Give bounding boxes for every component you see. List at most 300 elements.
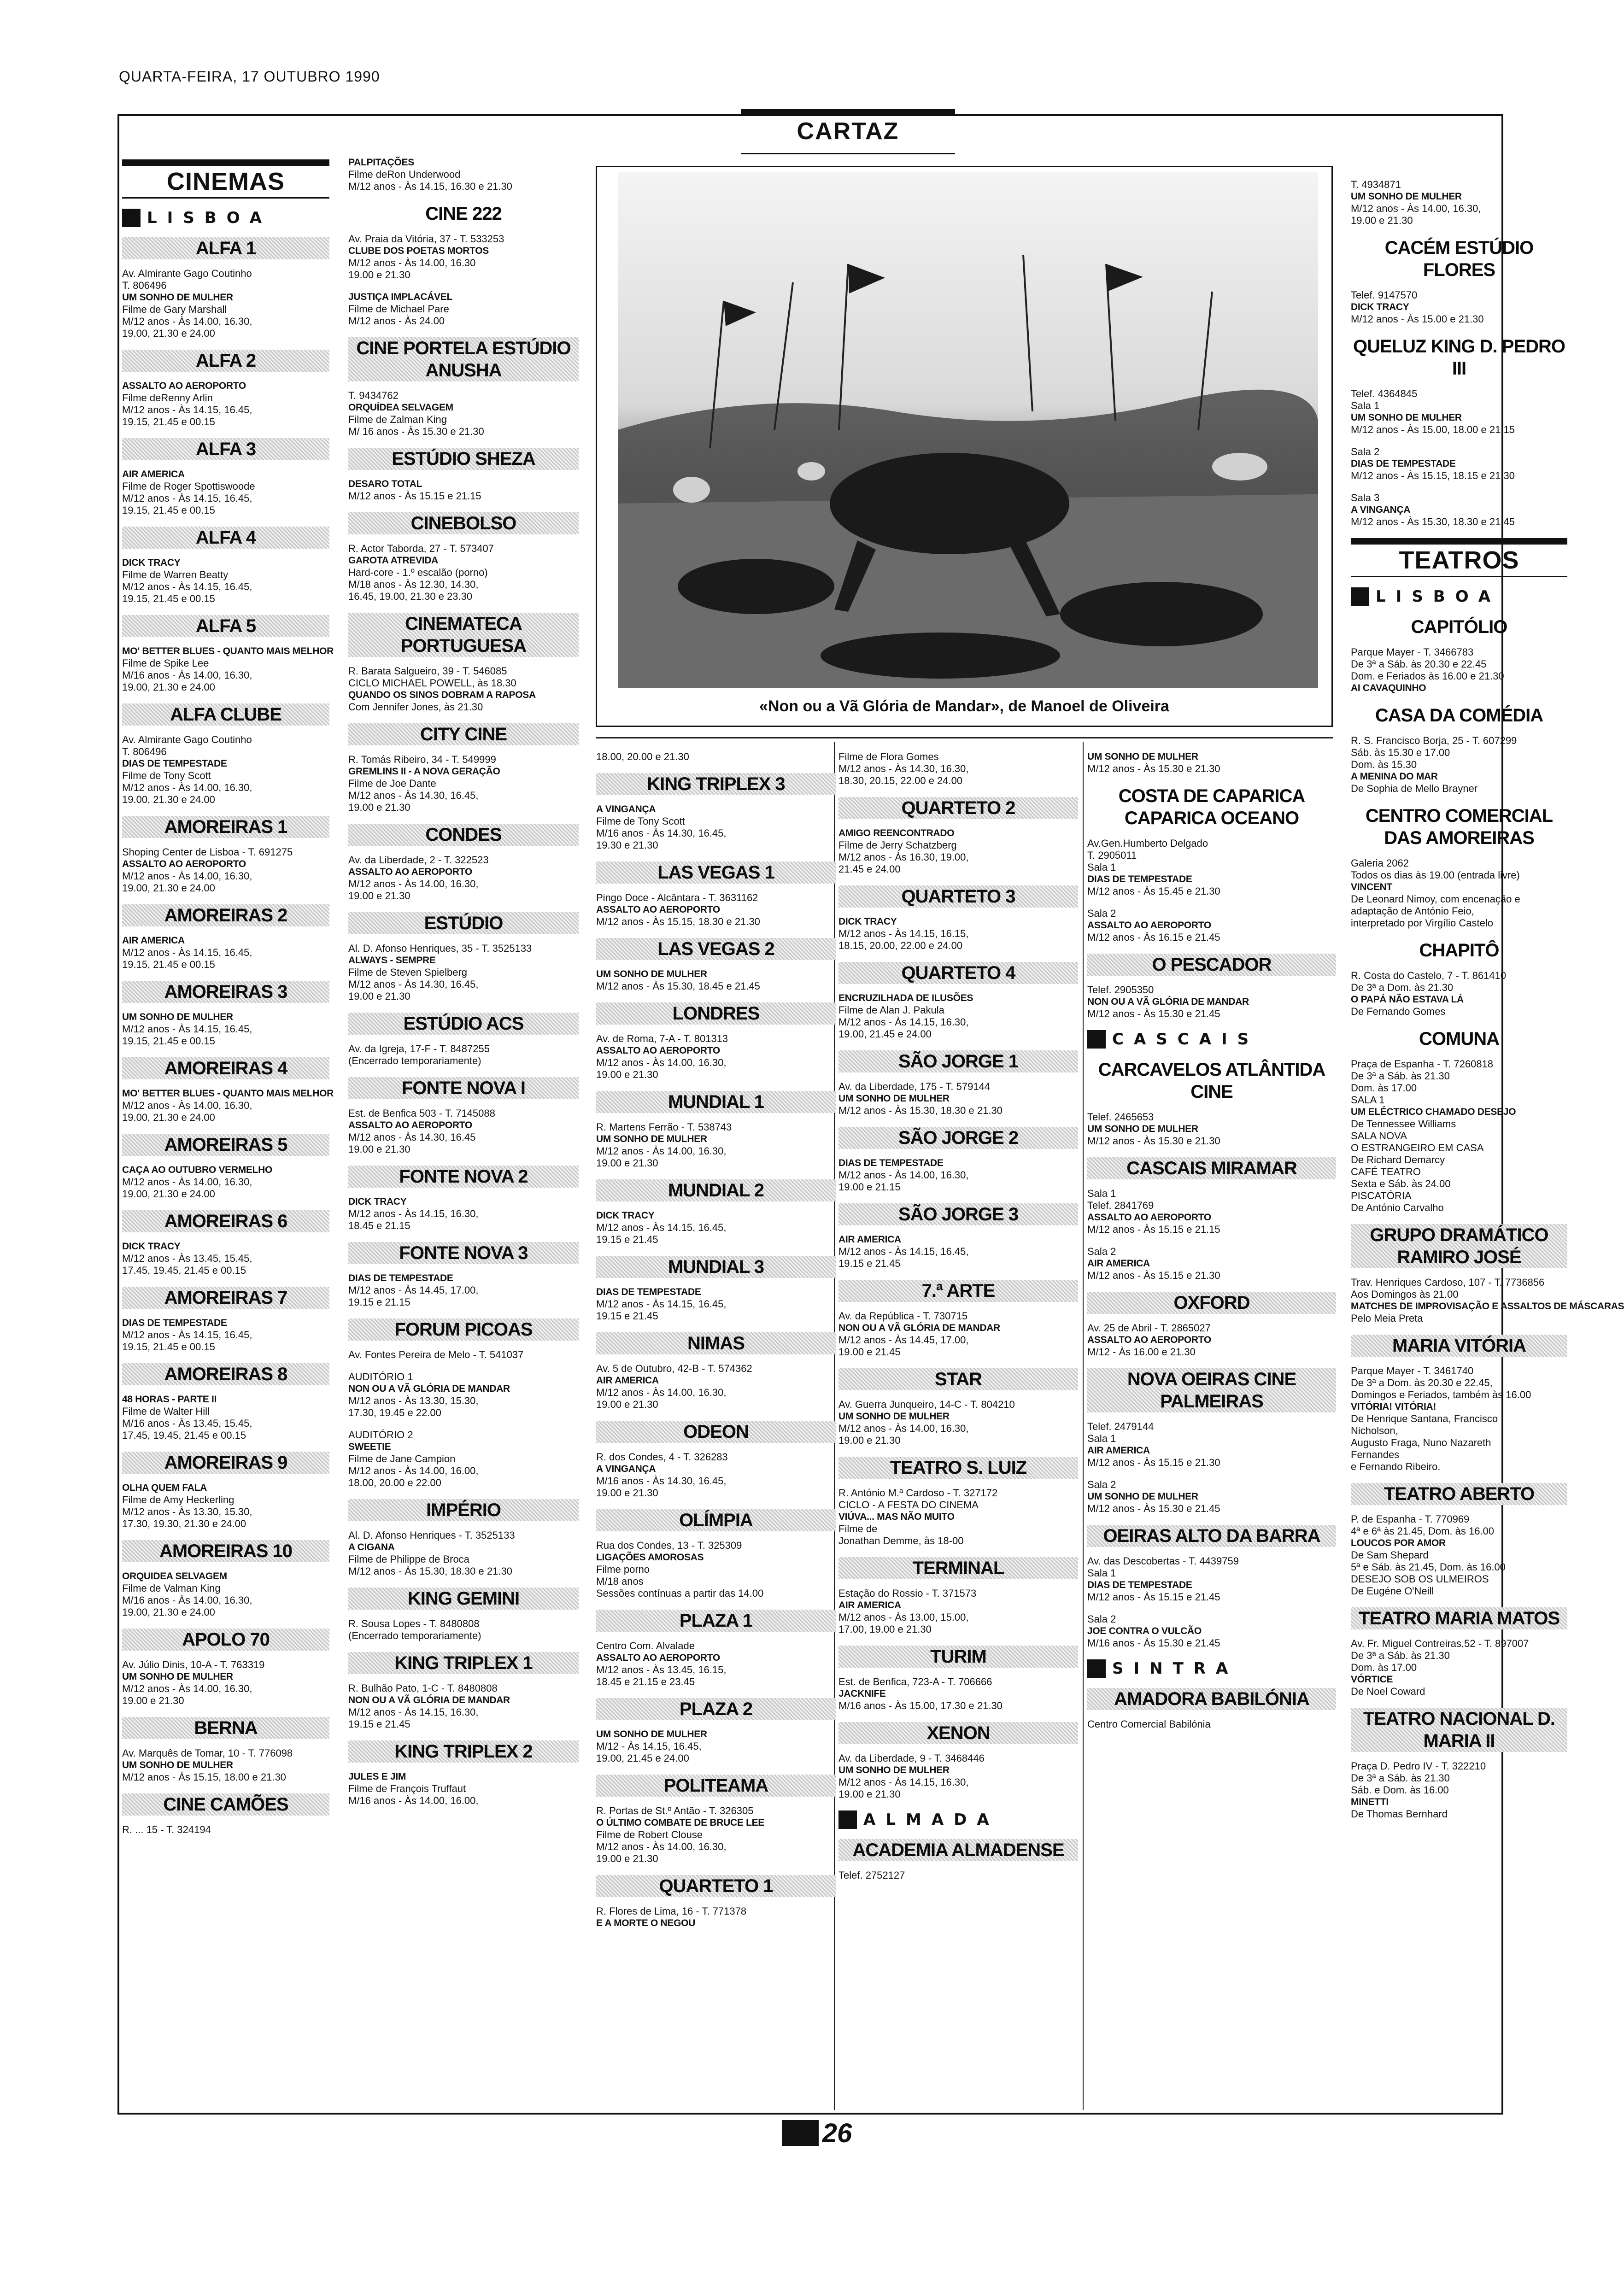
venue-detail: Galeria 2062 xyxy=(1351,857,1409,869)
show-info: 19.00 e 21.30 xyxy=(596,1853,658,1864)
venue-detail: R. Actor Taborda, 27 - T. 573407 xyxy=(348,543,494,554)
show-info: 19.00 e 21.30 xyxy=(348,990,410,1002)
listing-item xyxy=(838,1722,1078,1800)
show-info: 19.00, 21.45 e 24.00 xyxy=(596,1752,689,1764)
listing-item xyxy=(122,350,329,428)
venue-name: MUNDIAL 1 xyxy=(596,1091,836,1113)
show-title: LIGAÇÕES AMOROSAS xyxy=(596,1552,704,1563)
venue-detail: R. Sousa Lopes - T. 8480808 xyxy=(348,1618,480,1629)
listing-item xyxy=(596,1698,836,1764)
show-title: UM ELÉCTRICO CHAMADO DESEJO xyxy=(1351,1107,1516,1117)
show-title: DIAS DE TEMPESTADE xyxy=(122,758,227,769)
show-title: ASSALTO AO AEROPORTO xyxy=(122,381,246,391)
show-title: ASSALTO AO AEROPORTO xyxy=(348,1120,472,1131)
venue-name: AMOREIRAS 7 xyxy=(122,1287,329,1309)
listing-item xyxy=(122,1210,329,1277)
show-info: M/12 anos - Às 14.15, 16.45, xyxy=(838,1246,969,1257)
show-info: 19.00 e 21.30 xyxy=(596,1487,658,1499)
listing-item xyxy=(596,1610,836,1688)
show-info: 19.00, 21.45 e 24.00 xyxy=(838,1028,932,1040)
venue-detail: R. Portas de St.º Antão - T. 326305 xyxy=(596,1805,754,1816)
venue-detail: Centro Comercial Babilónia xyxy=(1087,1718,1211,1730)
show-info: M/12 anos - Às 14.15, 16.45, xyxy=(122,947,252,958)
venue-detail: Av. 5 de Outubro, 42-B - T. 574362 xyxy=(596,1363,752,1374)
venue-detail: T. 806496 xyxy=(122,746,167,757)
show-info: M/12 anos - Às 14.00, 16.30, xyxy=(122,870,252,882)
show-info: 19.15, 21.45 e 00.15 xyxy=(122,959,215,970)
film-photo xyxy=(596,166,1333,727)
show-info: De Noel Coward xyxy=(1351,1686,1425,1697)
show-info: M/12 anos - Às 15.30, 18.30 e 21.30 xyxy=(348,1565,512,1577)
show-title: MATCHES DE IMPROVISAÇÃO E ASSALTOS DE MÁSCARAS xyxy=(1351,1301,1624,1312)
show-info: De Fernando Gomes xyxy=(1351,1006,1446,1017)
show-info: M/12 anos - Às 15.00 e 21.30 xyxy=(1351,313,1484,325)
show-title: VINCENT xyxy=(1351,882,1393,892)
show-title: JULES E JIM xyxy=(348,1771,406,1782)
show-info: 19.15, 21.45 e 00.15 xyxy=(122,593,215,604)
venue-name: SÃO JORGE 2 xyxy=(838,1127,1078,1149)
listing-item xyxy=(348,448,579,502)
show-info: M/12 anos - Às 14.00, 16.30, xyxy=(838,1423,969,1434)
show-info: M/12 anos - Às 15.15 e 21.15 xyxy=(1087,1224,1220,1235)
venue-detail: R. Tomás Ribeiro, 34 - T. 549999 xyxy=(348,754,496,765)
bullet-square-icon xyxy=(1087,1659,1106,1678)
venue-detail: Trav. Henriques Cardoso, 107 - T. 7736856 xyxy=(1351,1277,1545,1288)
venue-detail: Parque Mayer - T. 3461740 xyxy=(1351,1365,1474,1377)
city-header-almada: ALMADA xyxy=(838,1810,1078,1829)
show-info: Filme deRenny Arlin xyxy=(122,392,213,404)
venue-detail: Av. da República - T. 730715 xyxy=(838,1310,968,1322)
listing-item xyxy=(348,723,579,814)
show-info: 19.00 e 21.30 xyxy=(1351,215,1413,226)
venue-name: AMOREIRAS 5 xyxy=(122,1134,329,1156)
venue-name: ALFA 3 xyxy=(122,438,329,460)
listing-item xyxy=(1351,492,1567,528)
show-info: Filme de xyxy=(838,1523,878,1535)
show-info: M/12 anos - Às 14.00, 16.30, xyxy=(1351,203,1481,214)
show-info: 19.00 e 21.30 xyxy=(348,890,410,902)
show-title: DESARO TOTAL xyxy=(348,479,422,489)
show-info: Filme de Tony Scott xyxy=(122,770,211,781)
show-title: ASSALTO AO AEROPORTO xyxy=(348,867,472,877)
show-title: AIR AMERICA xyxy=(838,1234,901,1245)
venue-name: AMOREIRAS 9 xyxy=(122,1452,329,1474)
show-info: Filme de Tony Scott xyxy=(596,815,685,827)
listing-item xyxy=(122,816,329,894)
listing-item xyxy=(122,1134,329,1200)
show-info: M/12 anos - Às 14.00, 16.30, xyxy=(122,1100,252,1111)
listing-item xyxy=(122,1287,329,1353)
venue-name: TEATRO MARIA MATOS xyxy=(1351,1607,1567,1629)
show-info: Filme de Michael Pare xyxy=(348,303,449,315)
listing-item xyxy=(596,751,836,763)
venue-detail: T. 9434762 xyxy=(348,390,399,401)
listing-item xyxy=(122,438,329,516)
venue-name: AMOREIRAS 8 xyxy=(122,1363,329,1385)
listing-item xyxy=(596,773,836,851)
venue-name: ALFA 4 xyxy=(122,527,329,549)
venue-name: ALFA 2 xyxy=(122,350,329,372)
show-title: AIR AMERICA xyxy=(596,1375,659,1386)
show-info: Filme deRon Underwood xyxy=(348,169,461,180)
listing-item xyxy=(1351,1335,1567,1473)
show-info: M/12 anos - Às 14.15, 16.45, xyxy=(122,492,252,504)
venue-detail: Av. Almirante Gago Coutinho xyxy=(122,268,252,279)
show-info: 17.00, 19.00 e 21.30 xyxy=(838,1623,932,1635)
show-info: 5ª e Sáb. às 21.45, Dom. às 16.00 xyxy=(1351,1561,1506,1573)
venue-detail: Av. de Roma, 7-A - T. 801313 xyxy=(596,1033,728,1044)
listing-item xyxy=(838,1127,1078,1193)
show-info: M/12 anos - Às 14.00, 16.30, xyxy=(596,1145,727,1157)
listing-item xyxy=(838,1280,1078,1358)
show-title: ALWAYS - SEMPRE xyxy=(348,955,436,966)
show-info: De Sam Shepard xyxy=(1351,1549,1429,1561)
show-info: De Leonard Nimoy, com encenação e xyxy=(1351,893,1520,905)
venue-name: AMOREIRAS 2 xyxy=(122,904,329,926)
show-title: AMIGO REENCONTRADO xyxy=(838,828,955,838)
venue-name: CENTRO COMERCIAL DAS AMOREIRAS xyxy=(1365,806,1553,848)
venue-detail: De 3ª a Sáb. às 20.30 e 22.45 xyxy=(1351,658,1487,670)
venue-name: COMUNA xyxy=(1419,1029,1499,1049)
show-title: UM SONHO DE MULHER xyxy=(122,292,233,303)
show-info: 19.15, 21.45 e 00.15 xyxy=(122,1341,215,1353)
show-title: ASSALTO AO AEROPORTO xyxy=(1087,1335,1211,1345)
show-info: Filme de Robert Clouse xyxy=(596,1829,703,1840)
venue-name: AMADORA BABILÓNIA xyxy=(1087,1688,1336,1710)
listing-item xyxy=(122,615,334,693)
venue-detail: Praça D. Pedro IV - T. 322210 xyxy=(1351,1760,1486,1772)
venue-name: 7.ª ARTE xyxy=(838,1280,1078,1302)
show-info: 18.30, 20.15, 22.00 e 24.00 xyxy=(838,775,963,786)
column-cinemas-3 xyxy=(596,751,836,1939)
show-info: 19.00 e 21.45 xyxy=(838,1346,901,1358)
show-title: UM SONHO DE MULHER xyxy=(1087,1124,1198,1134)
venue-detail: Todos os dias às 19.00 (entrada livre) xyxy=(1351,869,1520,881)
show-info: (Encerrado temporariamente) xyxy=(348,1630,481,1641)
show-info: 19.15 e 21.45 xyxy=(348,1718,410,1730)
show-info: 19.00 e 21.30 xyxy=(838,1788,901,1800)
venue-detail: Av. Marquês de Tomar, 10 - T. 776098 xyxy=(122,1747,293,1759)
listing-item xyxy=(348,1429,579,1489)
show-title: AIR AMERICA xyxy=(838,1600,901,1611)
show-info: Filme de Jerry Schatzberg xyxy=(838,839,957,851)
show-info: M/12 anos - Às 14.00, 16.00, xyxy=(348,1465,479,1476)
teatros-heading: TEATROS xyxy=(1351,538,1567,577)
show-title: 48 HORAS - PARTE II xyxy=(122,1394,217,1405)
show-title: UM SONHO DE MULHER xyxy=(1351,191,1462,202)
listing-item xyxy=(596,1775,836,1865)
show-info: De Tennessee Williams xyxy=(1351,1118,1456,1130)
show-info: M/12 anos - Às 15.15 e 21.30 xyxy=(1087,1270,1220,1281)
venue-detail: 18.00, 20.00 e 21.30 xyxy=(596,751,689,762)
show-info: M/12 anos - Às 14.00, 16.30, xyxy=(122,1176,252,1188)
show-info: Com Jennifer Jones, às 21.30 xyxy=(348,701,483,713)
venue-detail: 4ª e 6ª às 21.45, Dom. às 16.00 xyxy=(1351,1525,1495,1537)
listing-item xyxy=(596,1421,836,1499)
show-info: M/12 anos - Às 14.00, 16.30, xyxy=(122,316,252,327)
listing-item xyxy=(838,1203,1078,1270)
listing-item xyxy=(1087,908,1336,943)
show-title: ORQUIDEA SELVAGEM xyxy=(122,1571,227,1582)
show-info: Augusto Fraga, Nuno Nazareth xyxy=(1351,1437,1491,1448)
show-info: Hard-core - 1.º escalão (porno) xyxy=(348,567,488,578)
venue-detail: Av. da Igreja, 17-F - T. 8487255 xyxy=(348,1043,490,1055)
show-info: 17.30, 19.45 e 22.00 xyxy=(348,1407,441,1418)
show-info: M/16 anos - Às 14.00, 16.00, xyxy=(348,1795,479,1806)
venue-name: BERNA xyxy=(122,1717,329,1739)
show-title: JUSTIÇA IMPLACÁVEL xyxy=(348,292,453,302)
listing-item xyxy=(1087,1246,1336,1282)
venue-detail: Sáb. e Dom. às 16.00 xyxy=(1351,1784,1449,1796)
show-title: UM SONHO DE MULHER xyxy=(838,1765,950,1775)
show-info: adaptação de António Feio, xyxy=(1351,905,1474,917)
listing-item xyxy=(348,157,579,193)
show-info: 19.00, 21.30 e 24.00 xyxy=(122,882,215,894)
show-title: DIAS DE TEMPESTADE xyxy=(1087,874,1192,885)
venue-detail: Telef. 2465653 xyxy=(1087,1111,1154,1123)
listing-item xyxy=(122,1363,329,1441)
listing-item xyxy=(838,1050,1078,1117)
show-info: De Thomas Bernhard xyxy=(1351,1808,1448,1820)
show-info: M/12 - Às 16.00 e 21.30 xyxy=(1087,1346,1196,1358)
venue-detail: Av. 25 de Abril - T. 2865027 xyxy=(1087,1322,1211,1334)
venue-name: PLAZA 1 xyxy=(596,1610,836,1632)
venue-name: QUARTETO 4 xyxy=(838,962,1078,984)
show-title: DIAS DE TEMPESTADE xyxy=(122,1318,227,1328)
show-info: 19.00, 21.30 e 24.00 xyxy=(122,1606,215,1618)
venue-name: CINE CAMÕES xyxy=(122,1793,329,1816)
show-info: M/18 anos xyxy=(596,1576,644,1587)
show-info: 19.00 e 21.30 xyxy=(596,1399,658,1410)
venue-name: SÃO JORGE 1 xyxy=(838,1050,1078,1072)
venue-detail: Telef. 2479144 xyxy=(1087,1421,1154,1432)
venue-name: LAS VEGAS 2 xyxy=(596,938,836,960)
show-info: 18.45 e 21.15 e 23.45 xyxy=(596,1676,695,1687)
show-title: ASSALTO AO AEROPORTO xyxy=(1087,1212,1211,1223)
show-title: GREMLINS II - A NOVA GERAÇÃO xyxy=(348,766,500,777)
show-title: AIR AMERICA xyxy=(1087,1445,1150,1456)
show-title: A CIGANA xyxy=(348,1542,395,1553)
venue-detail: Al. D. Afonso Henriques, 35 - T. 3525133 xyxy=(348,943,532,954)
venue-name: FONTE NOVA I xyxy=(348,1077,579,1099)
show-info: Filme de Steven Spielberg xyxy=(348,967,468,978)
show-info: Fernandes xyxy=(1351,1449,1400,1460)
venue-detail: Sala 1 xyxy=(1087,1567,1116,1579)
listing-item xyxy=(1351,1483,1567,1597)
show-info: M/12 anos - Às 14.00, 16.30 xyxy=(348,257,476,269)
page-number: 26 xyxy=(743,2115,891,2151)
show-info: M/12 anos - Às 15.30, 18.30 e 21.45 xyxy=(1351,516,1515,527)
listing-item xyxy=(348,1740,579,1807)
show-info: M/12 anos - Às 14.45, 17.00, xyxy=(838,1334,969,1346)
show-title: CLUBE DOS POETAS MORTOS xyxy=(348,246,489,256)
venue-detail: R. António M.ª Cardoso - T. 327172 xyxy=(838,1487,998,1499)
show-info: 19.15, 21.45 e 00.15 xyxy=(122,504,215,516)
bullet-square-icon xyxy=(1087,1030,1106,1049)
venue-name: CASA DA COMÉDIA xyxy=(1375,705,1543,726)
venue-name: CINE 222 xyxy=(425,204,502,224)
show-info: 19.00 e 21.30 xyxy=(348,269,410,281)
show-info: M/12 anos - Às 15.00, 18.00 e 21.15 xyxy=(1351,424,1515,435)
venue-detail: Sala 1 xyxy=(1087,1188,1116,1199)
show-info: Jonathan Demme, às 18-00 xyxy=(838,1535,964,1547)
show-info: M/16 anos - Às 14.00, 16.30, xyxy=(122,1594,252,1606)
show-info: M/12 anos - Às 15.15, 18.00 e 21.30 xyxy=(122,1771,286,1783)
listing-item xyxy=(596,1509,836,1600)
show-title: MO' BETTER BLUES - QUANTO MAIS MELHOR xyxy=(122,1088,334,1099)
listing-item xyxy=(1351,1708,1567,1820)
venue-name: OEIRAS ALTO DA BARRA xyxy=(1087,1525,1336,1547)
listing-item xyxy=(1351,179,1567,227)
listing-item xyxy=(838,1457,1078,1547)
show-info: SALA NOVA xyxy=(1351,1130,1407,1142)
show-title: DIAS DE TEMPESTADE xyxy=(348,1273,453,1283)
venue-detail: Sala 1 xyxy=(1087,861,1116,873)
show-title: UM SONHO DE MULHER xyxy=(1351,412,1462,423)
show-title: UM SONHO DE MULHER xyxy=(122,1671,233,1682)
show-info: M/12 anos - Às 14.15, 16.15, xyxy=(838,928,969,939)
show-title: A MENINA DO MAR xyxy=(1351,771,1438,782)
show-info: M/16 anos - Às 15.30 e 21.45 xyxy=(1087,1637,1220,1649)
show-title: A VINGANÇA xyxy=(1351,504,1411,515)
show-title: UM SONHO DE MULHER xyxy=(596,1729,707,1740)
show-info: M/18 anos - Às 12.30, 14.30, xyxy=(348,579,479,590)
listing-item xyxy=(122,527,329,605)
column-cinemas-1 xyxy=(122,157,334,1846)
show-info: 19.00, 21.30 e 24.00 xyxy=(122,1112,215,1123)
show-info: Filme de Roger Spottiswoode xyxy=(122,480,255,492)
city-header-lisboa: LISBOA xyxy=(122,209,329,227)
venue-detail: Av. Fontes Pereira de Melo - T. 541037 xyxy=(348,1349,524,1360)
venue-name: CARCAVELOS ATLÂNTIDA CINE xyxy=(1098,1060,1325,1102)
city-header-cascais: CASCAIS xyxy=(1087,1030,1336,1049)
venue-detail: T. 2905011 xyxy=(1087,850,1137,861)
show-info: M/12 anos - Às 16.30, 19.00, xyxy=(838,851,969,863)
show-info: 18.00, 20.00 e 22.00 xyxy=(348,1477,441,1488)
show-title: DICK TRACY xyxy=(122,557,181,568)
venue-detail: R. S. Francisco Borja, 25 - T. 607299 xyxy=(1351,735,1517,746)
venue-detail: CICLO - A FESTA DO CINEMA xyxy=(838,1499,979,1511)
venue-detail: Av.Gen.Humberto Delgado xyxy=(1087,838,1208,849)
venue-detail: SALA 1 xyxy=(1351,1094,1385,1106)
venue-detail: Sala 1 xyxy=(1087,1433,1116,1444)
venue-name: KING TRIPLEX 2 xyxy=(348,1740,579,1763)
show-info: M/12 anos - Às 15.15, 18.15 e 21.30 xyxy=(1351,470,1515,481)
show-info: Filme de Spike Lee xyxy=(122,657,209,669)
venue-name: AMOREIRAS 6 xyxy=(122,1210,329,1232)
show-info: Sexta e Sáb. às 24.00 xyxy=(1351,1178,1451,1189)
venue-detail: Av. da Liberdade, 2 - T. 322523 xyxy=(348,854,489,866)
show-info: Pelo Meia Preta xyxy=(1351,1312,1423,1324)
venue-detail: R. Flores de Lima, 16 - T. 771378 xyxy=(596,1905,747,1917)
venue-detail: AUDITÓRIO 1 xyxy=(348,1371,413,1383)
venue-name: STAR xyxy=(838,1368,1078,1390)
show-title: JACKNIFE xyxy=(838,1688,886,1699)
listing-item xyxy=(348,1652,579,1730)
show-info: Filme de Zalman King xyxy=(348,414,447,425)
show-info: M/12 anos - Às 14.30, 16.45, xyxy=(348,978,479,990)
show-info: M/12 anos - Às 15.15 e 21.30 xyxy=(1087,1457,1220,1468)
show-info: 19.15 e 21.45 xyxy=(596,1310,658,1322)
show-info: 19.15 e 21.45 xyxy=(596,1234,658,1245)
venue-name: TEATRO ABERTO xyxy=(1351,1483,1567,1505)
listing-item xyxy=(348,613,579,713)
show-info: M/12 anos - Às 14.15, 16.45, xyxy=(122,1329,252,1341)
show-info: 17.45, 19.45, 21.45 e 00.15 xyxy=(122,1430,246,1441)
show-info: M/12 anos - Às 14.00, 16.30, xyxy=(838,1169,969,1181)
venue-detail: Sala 2 xyxy=(1087,1246,1116,1257)
column-rule-2 xyxy=(1083,742,1084,2110)
listing-item xyxy=(348,912,579,1002)
venue-detail: Domingos e Feriados, também às 16.00 xyxy=(1351,1389,1531,1400)
venue-detail: T. 4934871 xyxy=(1351,179,1401,190)
venue-name: FONTE NOVA 2 xyxy=(348,1166,579,1188)
show-info: 19.00 e 21.30 xyxy=(838,1435,901,1446)
venue-name: ALFA CLUBE xyxy=(122,703,329,726)
show-title: OLHA QUEM FALA xyxy=(122,1482,207,1493)
venue-name: CONDES xyxy=(348,824,579,846)
show-title: DICK TRACY xyxy=(1351,302,1409,312)
show-info: M/12 anos - Às 14.15, 16.30, xyxy=(838,1776,969,1788)
show-info: M/12 anos - Às 15.30, 18.45 e 21.45 xyxy=(596,980,760,992)
venue-detail: Av. Fr. Miguel Contreiras,52 - T. 897007 xyxy=(1351,1638,1529,1649)
listing-item xyxy=(348,824,579,902)
show-info: Filme de Amy Heckerling xyxy=(122,1494,235,1506)
venue-detail: Telef. 9147570 xyxy=(1351,289,1418,301)
dateline: QUARTA-FEIRA, 17 OUTUBRO 1990 xyxy=(119,68,380,85)
show-info: M/12 anos - Às 15.30 e 21.45 xyxy=(1087,1503,1220,1514)
show-info: M/16 anos - Às 14.30, 16.45, xyxy=(596,827,727,839)
listing-item xyxy=(596,1256,836,1322)
venue-name: PLAZA 2 xyxy=(596,1698,836,1720)
listing-item xyxy=(838,885,1078,952)
show-info: M/12 anos - Às 14.00, 16.30, xyxy=(122,1683,252,1694)
show-title: DIAS DE TEMPESTADE xyxy=(838,1158,944,1168)
show-title: DIAS DE TEMPESTADE xyxy=(1351,458,1456,469)
venue-name: CASCAIS MIRAMAR xyxy=(1087,1157,1336,1179)
show-info: Filme de Walter Hill xyxy=(122,1406,210,1417)
venue-detail: Sala 2 xyxy=(1351,446,1380,457)
show-info: M/12 anos - Às 15.15 e 21.45 xyxy=(1087,1591,1220,1603)
listing-item xyxy=(596,861,836,928)
listing-item xyxy=(348,1077,579,1155)
listing-item xyxy=(838,1557,1078,1635)
venue-detail: Av. das Descobertas - T. 4439759 xyxy=(1087,1555,1239,1567)
show-info: interpretado por Virgílio Castelo xyxy=(1351,917,1493,929)
listing-item xyxy=(1351,704,1567,795)
show-info: e Fernando Ribeiro. xyxy=(1351,1461,1441,1472)
show-title: GAROTA ATREVIDA xyxy=(348,555,438,566)
venue-detail: Sala 3 xyxy=(1351,492,1380,504)
show-title: O PAPÁ NÃO ESTAVA LÁ xyxy=(1351,994,1464,1005)
venue-detail: Est. de Benfica 503 - T. 7145088 xyxy=(348,1107,495,1119)
show-info: M/12 anos - Às 14.15, 16.45, xyxy=(122,1023,252,1035)
venue-name: CHAPITÔ xyxy=(1419,940,1499,961)
venue-detail: Dom. às 17.00 xyxy=(1351,1082,1417,1094)
city-header-sintra: SINTRA xyxy=(1087,1659,1336,1678)
listing-item xyxy=(348,203,579,281)
show-title: VITÓRIA! VITÓRIA! xyxy=(1351,1401,1436,1412)
listing-item xyxy=(348,1371,579,1419)
listing-item xyxy=(1351,335,1567,436)
show-info: Filme de Warren Beatty xyxy=(122,569,229,580)
venue-detail: CICLO MICHAEL POWELL, às 18.30 xyxy=(348,677,516,689)
show-title: VÓRTICE xyxy=(1351,1674,1393,1685)
show-info: Filme de Joe Dante xyxy=(348,778,436,789)
venue-name: FONTE NOVA 3 xyxy=(348,1242,579,1264)
show-title: AIR AMERICA xyxy=(1087,1258,1150,1269)
show-title: UM SONHO DE MULHER xyxy=(1087,751,1198,762)
